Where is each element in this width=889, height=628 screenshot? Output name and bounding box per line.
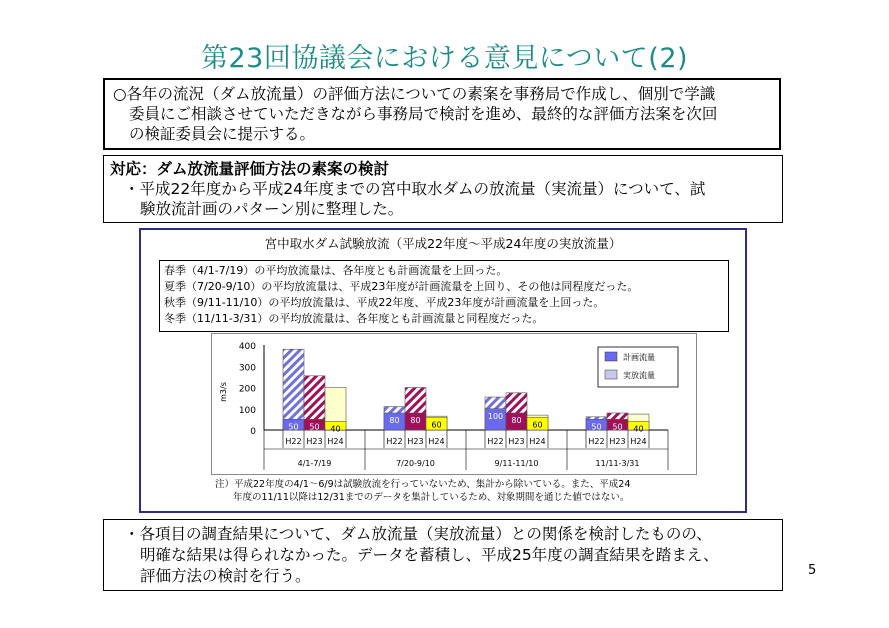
y-tick-label: 400 [238,342,256,352]
figure-note [215,478,695,504]
bar-data-label: 80 [511,416,522,425]
page-number: 5 [808,563,817,578]
bar-data-label: 80 [410,416,421,425]
bar-data-label: 80 [389,416,400,425]
response-heading: 対応：ダム放流量評価方法の素案の検討 [110,160,390,178]
bar-data-label: 40 [330,424,341,434]
summary-line: 夏季（7/20-9/10）の平均放流量は、平成23年度が計画流量を上回り、その他は同程度だった。 [164,280,639,293]
note-line: 年度の11/11以降は12/31までのデータを集計しているため、対象期間を通じた値ではない。 [233,492,630,503]
y-tick-label: 0 [250,427,256,437]
summary-line: 春季（4/1-7/19）の平均放流量は、各年度とも計画流量を上回った。 [164,264,508,277]
conclusion-box [103,519,783,591]
x-tick-label: H24 [630,437,647,446]
note-line: 注）平成22年度の4/1～6/9は試験放流を行っていないため、集計から除いている。また、平成24 [215,479,631,490]
response-line: 験放流計画のパターン別に整理した。 [140,200,404,218]
bar-data-label: 50 [612,422,623,432]
legend-swatch-actual [605,370,617,379]
y-tick-label: 300 [238,363,256,374]
x-tick-label: H22 [487,437,504,446]
conclusion-line: ・各項目の調査結果について、ダム放流量（実放流量）との関係を検討したものの、 [124,525,712,543]
bar-data-label: 50 [288,422,299,432]
page-title: 第23回協議会における意見について(2) [200,43,689,74]
legend-label-actual: 実放流量 [623,371,655,380]
summary-box [159,260,729,332]
x-tick-label: H22 [386,437,403,446]
x-tick-label: H23 [508,437,525,446]
group-label: 4/1-7/19 [297,459,332,468]
group-label: 11/11-3/31 [595,459,640,468]
opinion-box [103,78,781,150]
x-tick-label: H22 [588,437,605,446]
group-label: 9/11-11/10 [494,459,539,468]
response-line: ・平成22年度から平成24年度までの宮中取水ダムの放流量（実流量）について、試 [124,180,706,198]
y-axis-label: m3/s [219,382,228,402]
x-tick-label: H23 [609,437,626,446]
x-tick-label: H24 [428,437,445,446]
group-label: 7/20-9/10 [396,459,435,468]
summary-line: 秋季（9/11-11/10）の平均放流量は、平成22年度、平成23年度が計画流量を上回った。 [164,296,605,309]
x-tick-label: H23 [407,437,424,446]
x-tick-label: H24 [529,437,546,446]
conclusion-line: 評価方法の検討を行う。 [140,567,311,585]
bar-data-label: 60 [431,420,442,430]
summary-line: 冬季（11/11-3/31）の平均放流量は、各年度とも計画流量と同程度だった。 [164,312,544,325]
x-tick-label: H22 [285,437,302,446]
x-tick-label: H23 [306,437,323,446]
bar-data-label: 50 [309,422,320,432]
opinion-line: 委員にご相談させていただきながら事務局で検討を進め、最終的な評価方法案を次回 [129,105,718,123]
opinion-line: の検証委員会に提示する。 [129,125,316,143]
response-box [103,155,783,223]
y-tick-label: 100 [238,405,256,416]
bar-data-label: 60 [532,420,543,430]
chart-svg [212,334,696,474]
bar-actual [283,349,304,430]
conclusion-line: 明確な結果は得られなかった。データを蓄積し、平成25年度の調査結果を踏まえ、 [140,546,719,564]
bar-data-label: 50 [591,422,602,432]
legend-swatch-planned [605,352,617,361]
opinion-line: ○各年の流況（ダム放流量）の評価方法についての素案を事務局で作成し、個別で学識 [113,85,716,103]
y-tick-label: 200 [238,384,256,395]
x-tick-label: H24 [327,437,344,446]
bar-data-label: 100 [487,411,504,421]
bar-data-label: 40 [633,424,644,434]
figure-title: 宮中取水ダム試験放流（平成22年度～平成24年度の実放流量） [264,236,622,251]
legend-label-planned: 計画流量 [623,353,655,362]
discharge-chart [211,333,697,475]
figure-frame [139,228,747,513]
